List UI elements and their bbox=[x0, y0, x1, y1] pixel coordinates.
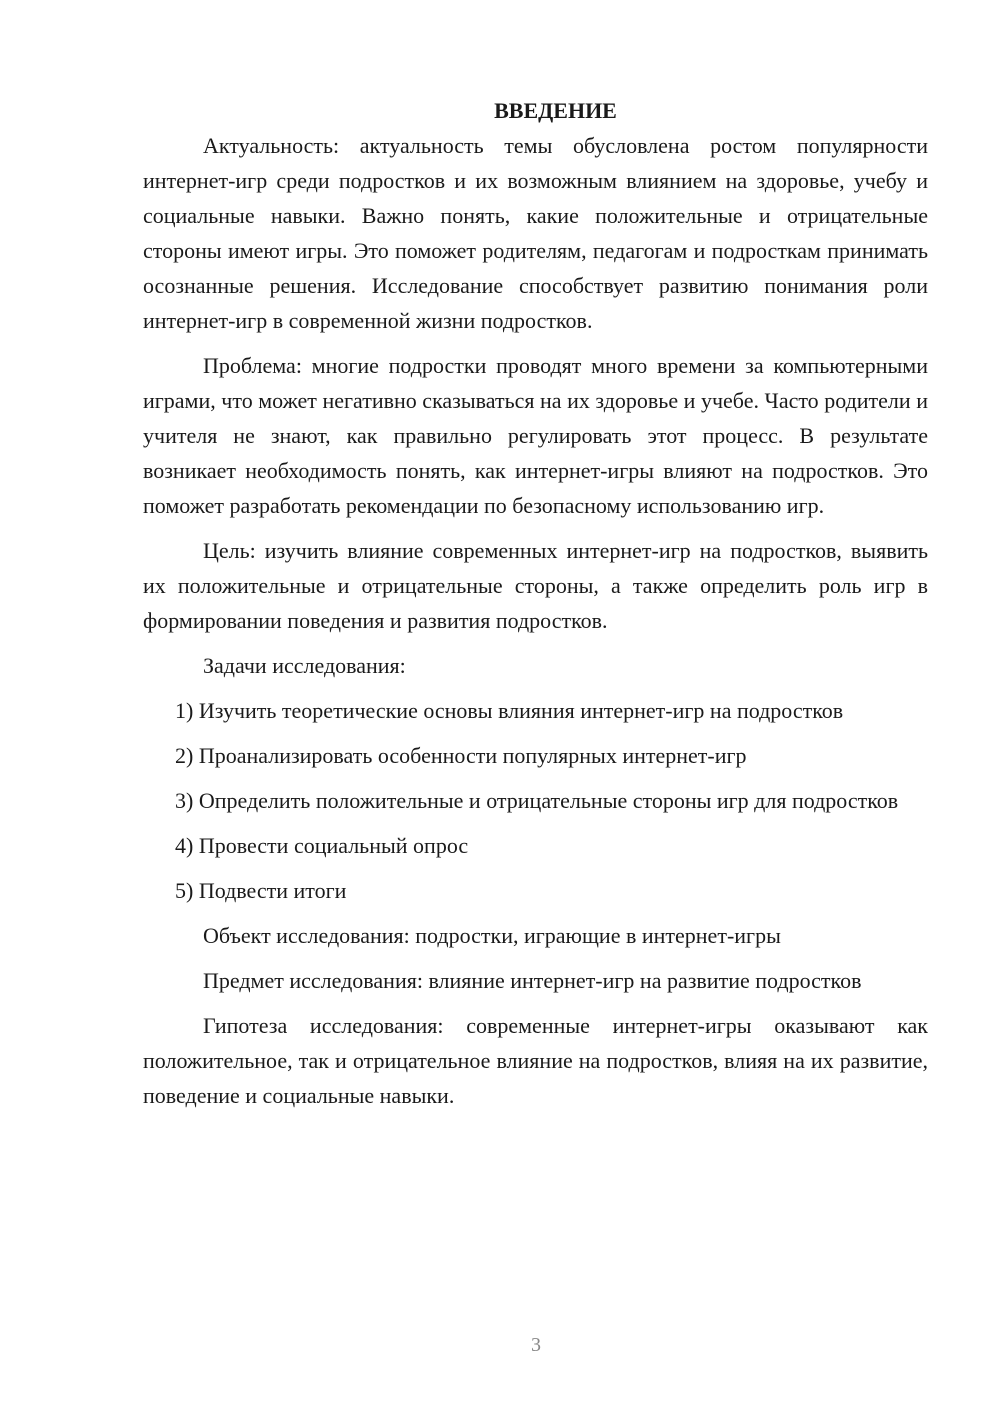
list-item-task-5: 5) Подвести итоги bbox=[175, 878, 347, 903]
list-item-task-1: 1) Изучить теоретические основы влияния интернет-игр на подростков bbox=[175, 698, 844, 723]
paragraph-problem: Проблема: многие подростки проводят много времени за компьютерными играми, что может негативно сказываться на их здоровье и учебе. Часто родители и учителя не знают, как правильно регулировать этот процесс. В результате возникает необходимость понять, как интернет-игры влияют на подростков. Это поможет разработать рекомендации по безопасному использованию игр. bbox=[143, 353, 928, 518]
paragraph-relevance: Актуальность: актуальность темы обусловлена ростом популярности интернет-игр среди подростков и их возможным влиянием на здоровье, учебу и социальные навыки. Важно понять, какие положительные и отрицательные стороны имеют игры. Это поможет родителям, педагогам и подросткам принимать осознанные решения. Исследование способствует развитию понимания роли интернет-игр в современной жизни подростков. bbox=[143, 133, 928, 333]
list-item-task-4: 4) Провести социальный опрос bbox=[175, 833, 469, 858]
paragraph-hypothesis: Гипотеза исследования: современные интернет-игры оказывают как положительное, так и отрицательное влияние на подростков, влияя на их развитие, поведение и социальные навыки. bbox=[143, 1013, 928, 1108]
paragraph-goal: Цель: изучить влияние современных интернет-игр на подростков, выявить их положительные и отрицательные стороны, а также определить роль игр в формировании поведения и развития подростков. bbox=[143, 538, 928, 633]
paragraph-subject: Предмет исследования: влияние интернет-игр на развитие подростков bbox=[203, 968, 862, 993]
list-item-task-3: 3) Определить положительные и отрицательные стороны игр для подростков bbox=[175, 788, 899, 813]
list-item-task-2: 2) Проанализировать особенности популярных интернет-игр bbox=[175, 743, 747, 768]
paragraph-object: Объект исследования: подростки, играющие в интернет-игры bbox=[203, 923, 781, 948]
page-title: ВВЕДЕНИЕ bbox=[494, 98, 617, 123]
page-number: 3 bbox=[531, 1334, 541, 1356]
tasks-heading: Задачи исследования: bbox=[203, 653, 406, 678]
